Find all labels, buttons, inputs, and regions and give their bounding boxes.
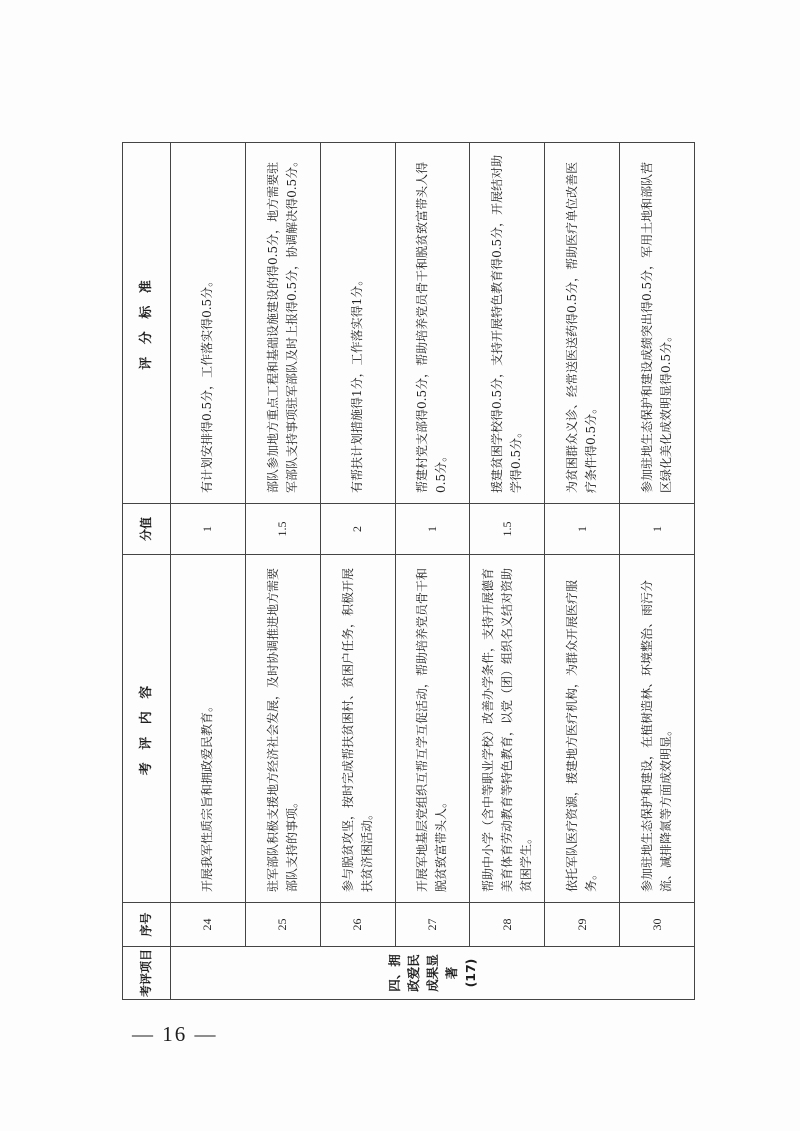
row-criteria: 有帮扶计划措施得1分，工作落实得1分。 <box>320 143 395 504</box>
table-row <box>320 143 395 1000</box>
row-criteria: 援建贫困学校得0.5分，支持开展特色教育得0.5分，开展结对助学得0.5分。 <box>470 143 545 504</box>
row-score: 1 <box>171 504 246 555</box>
row-score: 1.5 <box>245 504 320 555</box>
row-content: 帮助中小学（含中等职业学校）改善办学条件，支持开展德育美育体育劳动教育等特色教育，以党（团）组织名义结对资助贫困学生。 <box>470 555 545 903</box>
table-row <box>545 143 620 1000</box>
table-row <box>620 143 695 1000</box>
evaluation-table <box>122 142 695 1000</box>
row-number: 30 <box>620 903 695 947</box>
header-category: 考评项目 <box>123 947 171 1000</box>
rotated-table-container <box>122 143 695 1000</box>
category-cell: 四、拥政爱民成果显著(17) <box>171 947 695 1000</box>
header-criteria: 评 分 标 准 <box>123 143 171 504</box>
row-content: 参加驻地生态保护和建设，在植树造林、环境整治、雨污分流、减排降氮等方面成效明显。 <box>620 555 695 903</box>
header-row <box>123 143 171 1000</box>
row-score: 1 <box>395 504 470 555</box>
row-score: 1 <box>545 504 620 555</box>
header-number: 序号 <box>123 903 171 947</box>
row-content: 驻军部队积极支援地方经济社会发展，及时协调推进地方需要部队支持的事项。 <box>245 555 320 903</box>
row-number: 24 <box>171 903 246 947</box>
page-number: — 16 — <box>132 1022 218 1046</box>
row-content: 参与脱贫攻坚，按时完成帮扶贫困村、贫困户任务，积极开展扶贫济困活动。 <box>320 555 395 903</box>
row-number: 27 <box>395 903 470 947</box>
row-criteria: 帮建村党支部得0.5分，帮助培养党员骨干和脱贫致富带头人得0.5分。 <box>395 143 470 504</box>
row-score: 1 <box>620 504 695 555</box>
row-score: 2 <box>320 504 395 555</box>
table-row <box>171 143 246 1000</box>
row-number: 28 <box>470 903 545 947</box>
row-criteria: 参加驻地生态保护和建设成绩突出得0.5分，军用土地和部队营区绿化美化成效明显得0.5分。 <box>620 143 695 504</box>
row-criteria: 有计划安排得0.5分，工作落实得0.5分。 <box>171 143 246 504</box>
header-score: 分值 <box>123 504 171 555</box>
row-number: 25 <box>245 903 320 947</box>
row-criteria: 部队参加地方重点工程和基础设施建设的得0.5分，地方需要驻军部队支持事项驻军部队及时上报得0.5分，协调解决得0.5分。 <box>245 143 320 504</box>
table-row <box>470 143 545 1000</box>
table-row <box>245 143 320 1000</box>
row-score: 1.5 <box>470 504 545 555</box>
row-number: 29 <box>545 903 620 947</box>
table-row <box>395 143 470 1000</box>
header-content: 考 评 内 容 <box>123 555 171 903</box>
row-content: 开展军地基层党组织互帮互学互促活动，帮助培养党员骨干和脱贫致富带头人。 <box>395 555 470 903</box>
row-number: 26 <box>320 903 395 947</box>
row-criteria: 为贫困群众义诊、经常送医送药得0.5分，帮助医疗单位改善医疗条件得0.5分。 <box>545 143 620 504</box>
row-content: 依托军队医疗资源，援建地方医疗机构，为群众开展医疗服务。 <box>545 555 620 903</box>
row-content: 开展我军性质宗旨和拥政爱民教育。 <box>171 555 246 903</box>
